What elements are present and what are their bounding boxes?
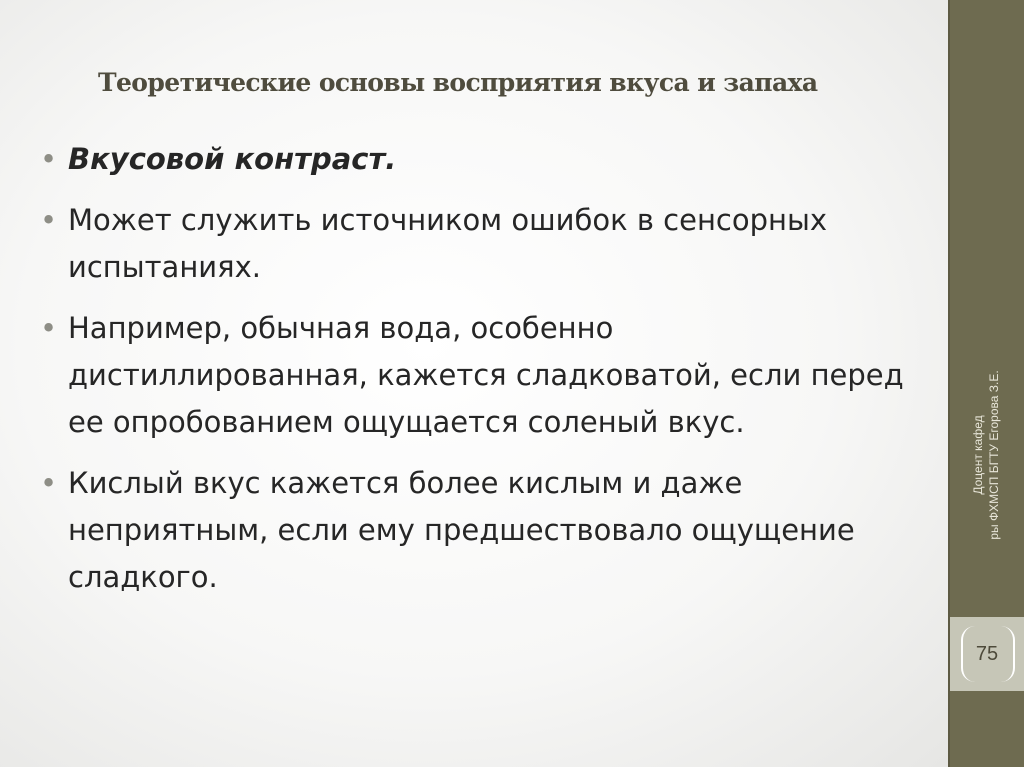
bullet-item [40,197,920,291]
bullet-list [40,136,920,615]
bullet-item [40,460,920,601]
bullet-text: Может служить источником ошибок в сенсорных испытаниях. [68,203,828,284]
slide-title: Теоретические основы восприятия вкуса и запаха [98,68,818,97]
bullet-item [40,305,920,446]
bullet-item [40,136,920,183]
author-caption-line: ры ФХМСП БГТУ Егорова З.Е. [987,370,1001,540]
author-caption-line: Доцент кафед [971,415,985,495]
bullet-text: Например, обычная вода, особенно дистиллированная, кажется сладковатой, если перед ее опробованием ощущается соленый вкус. [68,311,904,439]
bullet-marker: • [40,203,58,237]
page-number: 75 [975,643,999,665]
bullet-text: Вкусовой контраст. [68,142,397,176]
bullet-text: Кислый вкус кажется более кислым и даже неприятным, если ему предшествовало ощущение сладкого. [68,466,855,594]
bullet-marker: • [40,311,58,345]
author-caption [970,370,1002,539]
bullet-marker: • [40,142,58,176]
bullet-marker: • [40,466,58,500]
